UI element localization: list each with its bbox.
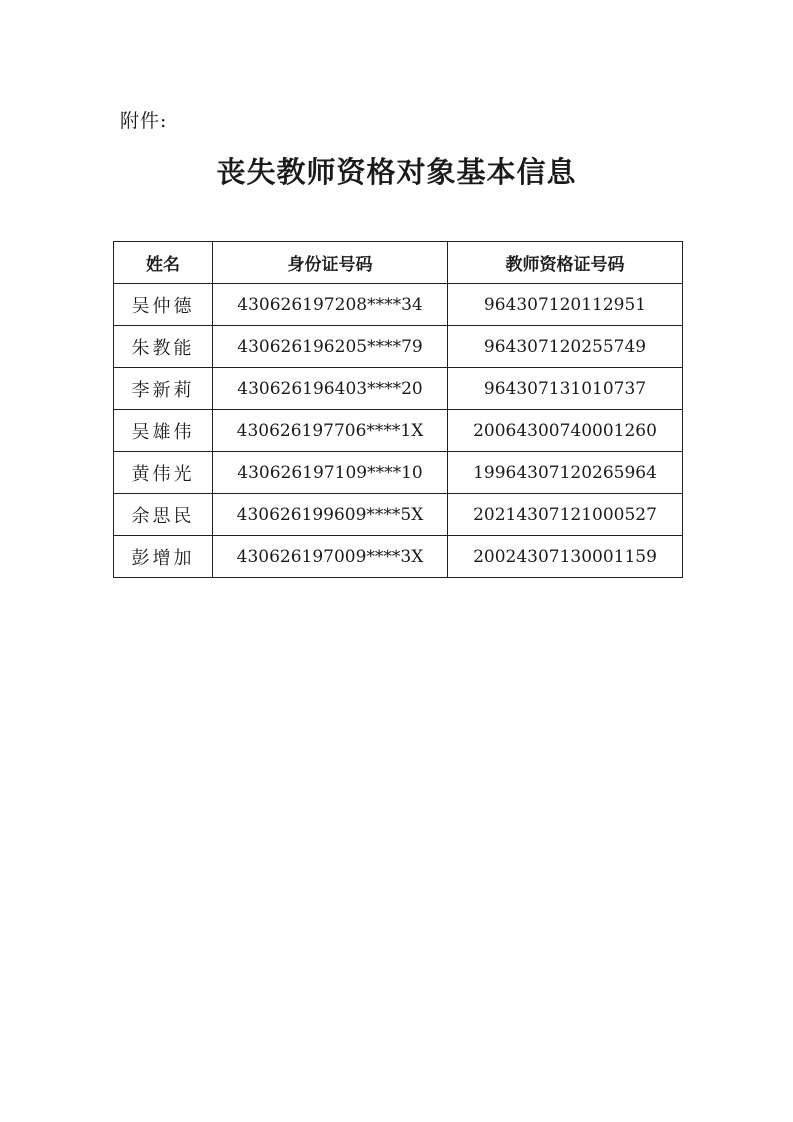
cell-id-number: 430626197208****34 — [213, 284, 448, 326]
cell-name: 李新莉 — [114, 368, 213, 410]
cell-name: 黄伟光 — [114, 452, 213, 494]
table-header-row — [114, 242, 683, 284]
cell-cert-number: 964307120112951 — [448, 284, 683, 326]
table-row — [114, 452, 683, 494]
cell-name: 彭增加 — [114, 536, 213, 578]
cell-cert-number: 19964307120265964 — [448, 452, 683, 494]
cell-id-number: 430626197706****1X — [213, 410, 448, 452]
cell-id-number: 430626196403****20 — [213, 368, 448, 410]
table-row — [114, 410, 683, 452]
cell-id-number: 430626197109****10 — [213, 452, 448, 494]
header-id-number: 身份证号码 — [213, 242, 448, 284]
table-row — [114, 494, 683, 536]
attachment-label: 附件: — [120, 110, 168, 132]
table-row — [114, 536, 683, 578]
cell-cert-number: 964307131010737 — [448, 368, 683, 410]
document-title: 丧失教师资格对象基本信息 — [216, 155, 577, 189]
cell-name: 朱教能 — [114, 326, 213, 368]
cell-id-number: 430626199609****5X — [213, 494, 448, 536]
header-cert-number: 教师资格证号码 — [448, 242, 683, 284]
cell-cert-number: 964307120255749 — [448, 326, 683, 368]
cell-name: 余思民 — [114, 494, 213, 536]
cell-cert-number: 20214307121000527 — [448, 494, 683, 536]
cell-cert-number: 20064300740001260 — [448, 410, 683, 452]
table-row — [114, 368, 683, 410]
cell-cert-number: 20024307130001159 — [448, 536, 683, 578]
header-name: 姓名 — [114, 242, 213, 284]
table-row — [114, 284, 683, 326]
info-table — [113, 241, 683, 578]
table-row — [114, 326, 683, 368]
cell-id-number: 430626196205****79 — [213, 326, 448, 368]
cell-name: 吴雄伟 — [114, 410, 213, 452]
cell-id-number: 430626197009****3X — [213, 536, 448, 578]
cell-name: 吴仲德 — [114, 284, 213, 326]
